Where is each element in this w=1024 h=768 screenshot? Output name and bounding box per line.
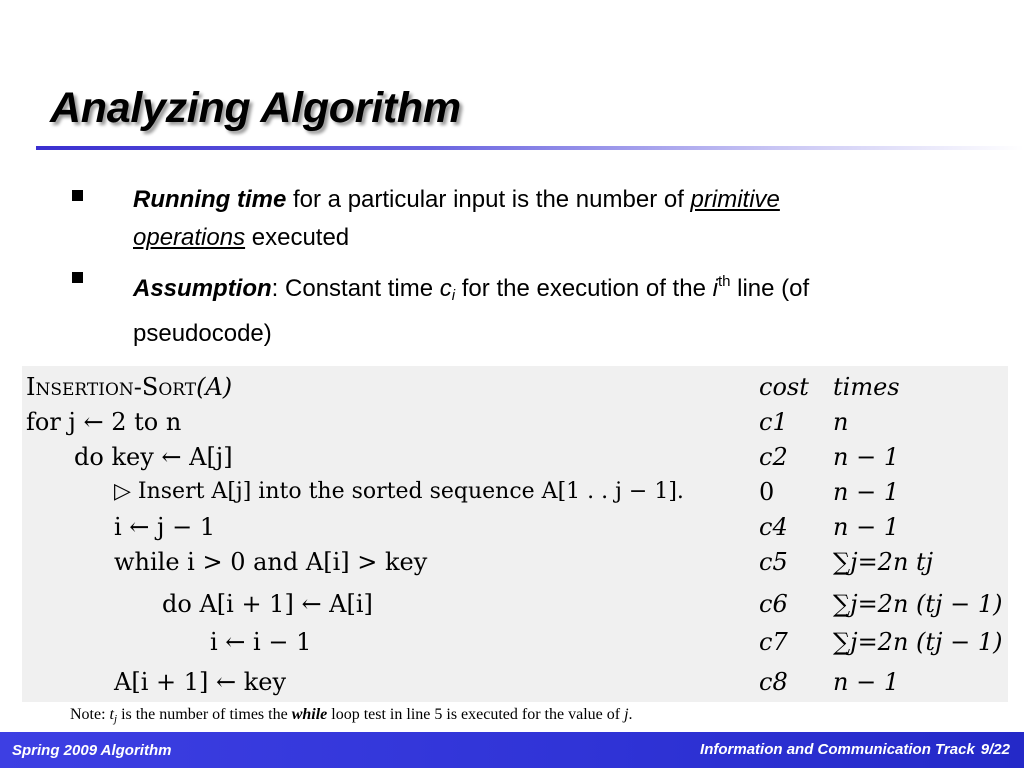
bullet-running-time <box>72 181 972 261</box>
cost-value: 0 <box>759 478 775 506</box>
cost-value: c8 <box>759 668 788 696</box>
code-text: i ← j − 1 <box>114 513 216 541</box>
algorithm-arg: (A) <box>196 373 233 401</box>
var-c-sub: i <box>451 287 456 304</box>
times-value: n − 1 <box>833 668 900 696</box>
code-text: do key ← A[j] <box>74 443 233 471</box>
times-value: n − 1 <box>833 443 900 471</box>
cost-value: c5 <box>759 548 788 576</box>
bullet-text: : Constant time <box>271 275 440 302</box>
bullet-text: executed <box>245 224 350 251</box>
algorithm-line <box>22 665 1008 699</box>
note-jvar: j <box>624 706 629 723</box>
var-i: i <box>712 275 718 302</box>
bullet-text: for a particular input is the number of <box>286 186 691 213</box>
algorithm-line <box>22 440 1008 474</box>
var-c: c <box>439 275 452 302</box>
times-value: ∑j=2n (tj − 1) <box>833 628 1003 656</box>
algorithm-line <box>22 625 1008 659</box>
cost-value: c1 <box>759 408 788 436</box>
slide-title: Analyzing Algorithm <box>50 84 461 132</box>
code-text: i ← i − 1 <box>210 628 312 656</box>
footer-bar <box>0 732 1024 768</box>
algorithm-line <box>22 510 1008 544</box>
bullet-square-icon <box>72 272 83 283</box>
cost-value: c7 <box>759 628 788 656</box>
page-number: 9/22 <box>980 741 1010 758</box>
times-value: n − 1 <box>833 478 900 506</box>
algorithm-line <box>22 475 1008 509</box>
bullet-term: Running time <box>133 186 287 213</box>
bullet-square-icon <box>72 190 83 201</box>
cost-value: c4 <box>759 513 788 541</box>
code-text: A[i + 1] ← key <box>114 668 287 696</box>
operations-link[interactable]: operations <box>133 224 246 251</box>
bullet-text: pseudocode) <box>133 320 272 347</box>
algorithm-note: Note: $t_j$ is the number of times the while loop test in line 5 is executed for the value of j. <box>70 706 633 725</box>
bullet-text: for the execution of the <box>455 275 713 302</box>
code-text: while i > 0 and A[i] > key <box>114 548 428 576</box>
cost-header: cost <box>759 373 809 401</box>
note-var: t <box>109 706 114 723</box>
times-header: times <box>833 373 900 401</box>
times-value: ∑j=2n tj <box>833 548 934 576</box>
primitive-link[interactable]: primitive <box>690 186 780 213</box>
algorithm-line <box>22 587 1008 621</box>
algorithm-line <box>22 545 1008 579</box>
cost-value: c6 <box>759 590 788 618</box>
footer-track: Information and Communication Track 9/22 <box>700 741 1010 758</box>
code-text: for j ← 2 to n <box>26 408 182 436</box>
times-value: ∑j=2n (tj − 1) <box>833 590 1003 618</box>
algorithm-name: Insertion-Sort(A) <box>26 373 233 401</box>
bullet-assumption <box>72 263 972 347</box>
times-value: n <box>833 408 849 436</box>
code-text: ▷ Insert A[j] into the sorted sequence A[1 . . j − 1]. <box>114 479 684 504</box>
title-rule <box>36 146 1024 150</box>
times-value: n − 1 <box>833 513 900 541</box>
bullet-text: line (of <box>730 275 810 302</box>
note-keyword: while <box>291 706 328 723</box>
note-var-sub: j <box>114 713 118 725</box>
code-text: do A[i + 1] ← A[i] <box>162 590 373 618</box>
algorithm-figure <box>22 366 1008 702</box>
algorithm-line <box>22 405 1008 439</box>
cost-value: c2 <box>759 443 788 471</box>
var-i-sup: th <box>717 273 731 290</box>
footer-course: Spring 2009 Algorithm <box>12 742 172 759</box>
bullet-term: Assumption <box>133 275 272 302</box>
